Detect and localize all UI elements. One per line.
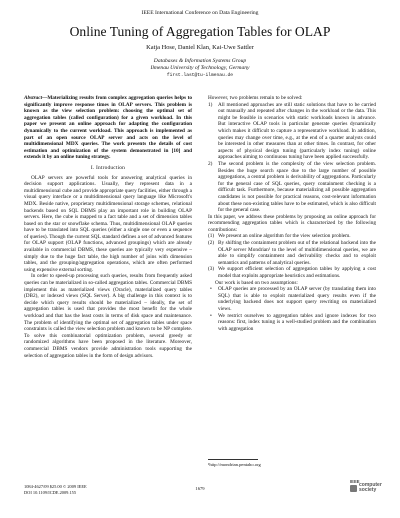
conference-header: IEEE International Conference on Data Engineering — [141, 10, 259, 16]
list-number: 2) — [208, 160, 213, 167]
affiliation-group: Databases & Information Systems Group — [153, 58, 247, 64]
list-text: We present an online algorithm for the view selection problem. — [218, 233, 351, 240]
doi-line: DOI 10.1109/ICDE.2009.155 — [24, 489, 77, 495]
list-item — [208, 240, 376, 266]
list-text: All mentioned approaches are still static solutions that have to be carried out manually and repeated after changes in the workload or the data. This might be feasible in scenarios with static workloads known in advance. But interactive OLAP tools in particular generate queries dynamically which makes it difficult to capture a representative workload. In addition, queries may change over time, e.g., at the end of a quarter analysts could be interested in other measures than at other times. In contrast, for other aspects of physical design tuning (particularly index tuning) online approaches aiming to continuous tuning have been applied successfully. — [218, 101, 376, 161]
abstract — [24, 95, 192, 161]
right-column — [208, 95, 376, 332]
bullet: • — [210, 312, 212, 319]
problems-intro: However, two problems remain to be solved: — [208, 95, 303, 101]
affiliation-university: Ilmenau University of Technology, Germany — [150, 65, 250, 71]
abstract-text: —Materializing results from complex aggregation queries helps to significantly improve response times in OLAP servers. This problem is known as the view selection problem: choosing the optimal set of aggregation tables (called configuration) for a given workload. In this paper we present an online approach for adapting the configuration dynamically to the current workload. This approach is implemented as part of an open source OLAP server and acts on the level of multidimensional MDX queries. The work presents the details of cost estimation and optimization of the system demonstrated in [10] and extends it by an online tuning strategy. — [24, 95, 192, 161]
page-number: 1679 — [195, 486, 205, 491]
body-paragraph: In order to speed-up processing such queries, results from frequently asked queries can be materialized in so-called aggregation tables. Commercial DBMS implement this as materialized views (Oracle), materialized query tables (DB2), or indexed views (SQL Server). A big challenge in this context is to decide which query results should be materialized – ideally, the set of aggregation tables is used that provides the most benefit for the whole workload and that has the least costs in terms of disk space and maintenance. The problem of identifying the optimal set of aggregation tables under space constraints is called the view selection problem and known to be NP complete. To solve this combinatorial optimization problem, several greedy or randomized algorithms have been proposed in the literature. Moreover, commercial DBMS vendors provide administration tools supporting the selection of aggregation tables in the form of design advisors. — [24, 273, 192, 359]
list-number: (1) — [208, 233, 215, 240]
list-item — [208, 161, 376, 214]
left-column — [24, 95, 192, 359]
list-number: (3) — [208, 266, 215, 273]
logo-mark-icon — [350, 485, 357, 492]
logo-ieee-text: IEEE — [350, 479, 360, 484]
list-text: By shifting the containment problem out of the relational backend into the OLAP server Mondrian¹ to the level of multidimensional queries, we are able to simplify containment and derivability checks and to exploit semantics and patterns of analytical queries. — [218, 240, 376, 266]
list-number: 1) — [208, 101, 213, 108]
logo-society-text: computer society — [359, 482, 382, 493]
list-text: We restrict ourselves to aggregation tables and ignore indexes for two reasons: first, index tuning is a well-studied problem and the combination with aggregation — [218, 312, 376, 332]
assumptions-intro: Our work is based on two assumptions: — [215, 279, 298, 286]
footnote: ¹http://mondrian.pentaho.org — [208, 462, 261, 467]
bullet: • — [210, 286, 212, 293]
list-text: The second problem is the complexity of the view selection problem. Besides the huge search space due to the large number of possible aggregations, a central problem is derivability of aggregations. Particularly for the general case of SQL queries, query containment checking is a difficult task. Furthermore, because materializing all possible aggregation candidates is not possible for practical reasons, cost-relevant information about these non-existing tables have to be estimated, which is also difficult for the general case. — [218, 160, 376, 214]
footnote-divider — [208, 459, 258, 460]
body-paragraph: OLAP servers are powerful tools for answering analytical queries in decision support applications. Usually, they represent data in a multidimensional cube and provide appropriate query facilities, either through a visual query interface or a multidimensional query language like Microsoft's MDX. Beside native, proprietary multidimensional storage schemes, relational backends based on SQL DBMS play an important role in building OLAP servers. Here, the cube is mapped to a fact table and a set of dimension tables based on the star or snowflake schema. Thus, multidimensional OLAP queries have to be translated into SQL queries (either a single one or even a sequence of queries). Though the current SQL standard defines a set of advanced features for OLAP support (OLAP functions, advanced groupings) which are already available in commercial DBMS, these queries are typically very expensive – simply due to the huge fact table, the high number of joins with dimension tables, and the grouping/aggregation operations, which are often performed using expensive external sorting. — [24, 174, 192, 273]
list-item — [208, 266, 376, 279]
list-text: OLAP queries are processed by an OLAP server (by translating them into SQL) that is able to exploit materialized query results even if the underlying backend does not support query rewriting on materialized views. — [218, 286, 376, 312]
list-item — [208, 286, 376, 312]
abstract-label: Abstract — [24, 95, 43, 101]
paper-title: Online Tuning of Aggregation Tables for OLAP — [69, 24, 331, 39]
list-item — [208, 102, 376, 161]
list-number: (2) — [208, 240, 215, 247]
author-email: first.last@tu-ilmenau.de — [166, 73, 234, 78]
computer-society-logo — [350, 479, 382, 495]
paper-authors: Katja Hose, Daniel Klan, Kai-Uwe Sattler — [146, 44, 254, 51]
body-paragraph: In this paper, we address these problems by proposing an online approach for recommending aggregation tables which is characterized by the following contributions: — [208, 213, 376, 233]
section-title: I. Introduction — [90, 164, 126, 171]
list-text: We support efficient selection of aggregation tables by applying a cost model that exploits appropriate heuristics and estimations. — [218, 266, 376, 280]
affiliation — [0, 58, 400, 79]
list-item — [208, 313, 376, 333]
copyright-line: 1084-4627/09 $25.00 © 2009 IEEE — [24, 484, 87, 489]
